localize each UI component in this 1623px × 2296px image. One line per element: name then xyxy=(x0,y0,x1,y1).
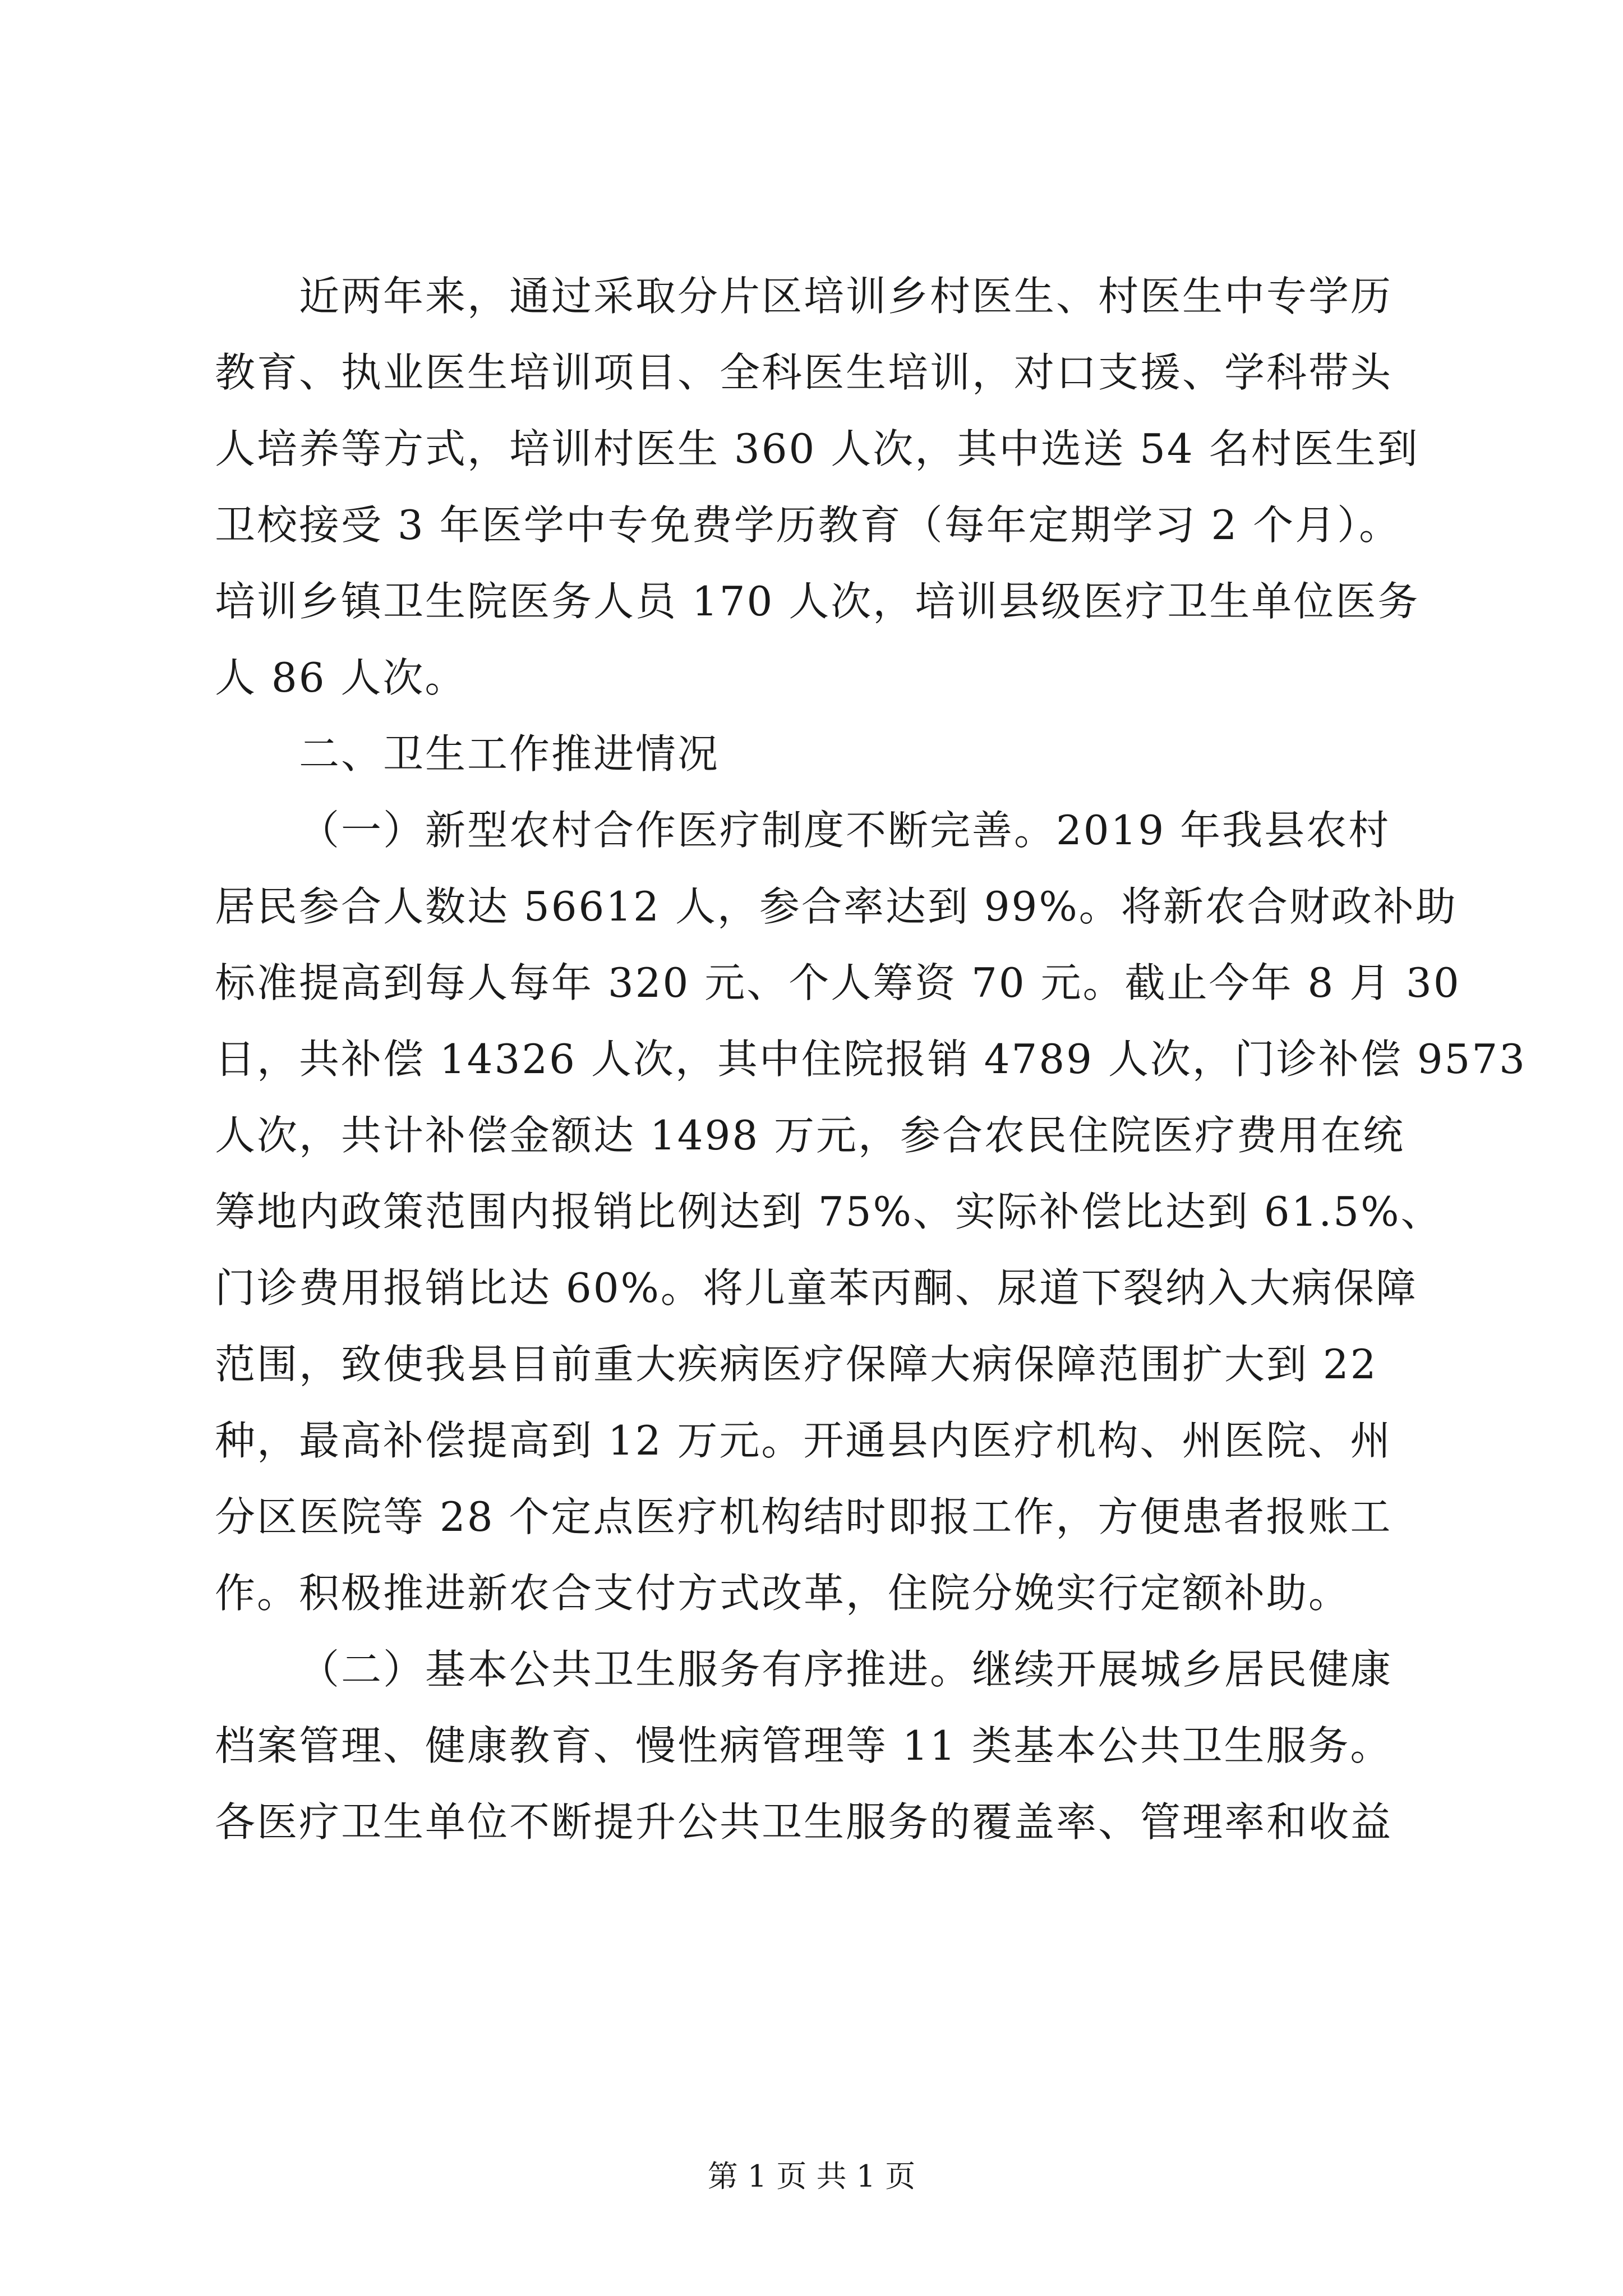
text-line: 种，最高补偿提高到 12 万元。开通县内医疗机构、州医院、州 xyxy=(215,1417,1393,1464)
text-line: 档案管理、健康教育、慢性病管理等 11 类基本公共卫生服务。 xyxy=(215,1722,1393,1769)
text-line: 标准提高到每人每年 320 元、个人筹资 70 元。截止今年 8 月 30 xyxy=(215,959,1461,1006)
text-line: 卫校接受 3 年医学中专免费学历教育（每年定期学习 2 个月）。 xyxy=(215,501,1401,549)
text-line: 培训乡镇卫生院医务人员 170 人次，培训县级医疗卫生单位医务 xyxy=(215,578,1420,625)
text-line: 作。积极推进新农合支付方式改革，住院分娩实行定额补助。 xyxy=(215,1570,1351,1617)
page-footer xyxy=(0,2154,1623,2199)
text-line: 人培养等方式，培训村医生 360 人次，其中选送 54 名村医生到 xyxy=(215,425,1419,472)
text-line: 人次，共计补偿金额达 1498 万元，参合农民住院医疗费用在统 xyxy=(215,1112,1405,1159)
text-line: 日，共补偿 14326 人次，其中住院报销 4789 人次，门诊补偿 9573 xyxy=(215,1036,1527,1083)
page-number-label: 第 1 页 共 1 页 xyxy=(707,2159,916,2194)
text-line: 范围，致使我县目前重大疾病医疗保障大病保障范围扩大到 22 xyxy=(215,1341,1378,1388)
text-line: 教育、执业医生培训项目、全科医生培训，对口支援、学科带头 xyxy=(215,349,1393,396)
text-line: 分区医院等 28 个定点医疗机构结时即报工作，方便患者报账工 xyxy=(215,1493,1393,1540)
document-body xyxy=(215,258,1527,1860)
paragraph-training xyxy=(215,258,1420,716)
text-line: 居民参合人数达 56612 人，参合率达到 99%。将新农合财政补助 xyxy=(215,883,1458,930)
text-line: （二）基本公共卫生服务有序推进。继续开展城乡居民健康 xyxy=(299,1646,1393,1693)
text-line: 人 86 人次。 xyxy=(215,654,467,701)
text-line: 近两年来，通过采取分片区培训乡村医生、村医生中专学历 xyxy=(299,273,1393,320)
text-line: 筹地内政策范围内报销比例达到 75%、实际补偿比达到 61.5%、 xyxy=(215,1188,1443,1235)
text-line: （一）新型农村合作医疗制度不断完善。2019 年我县农村 xyxy=(299,807,1391,854)
paragraph-ncms xyxy=(215,792,1527,1631)
paragraph-public-health xyxy=(215,1631,1415,1860)
section-heading-2 xyxy=(215,716,1415,792)
text-line: 各医疗卫生单位不断提升公共卫生服务的覆盖率、管理率和收益 xyxy=(215,1798,1393,1846)
text-line: 门诊费用报销比达 60%。将儿童苯丙酮、尿道下裂纳入大病保障 xyxy=(215,1264,1418,1312)
section-heading-text: 二、卫生工作推进情况 xyxy=(299,730,720,777)
